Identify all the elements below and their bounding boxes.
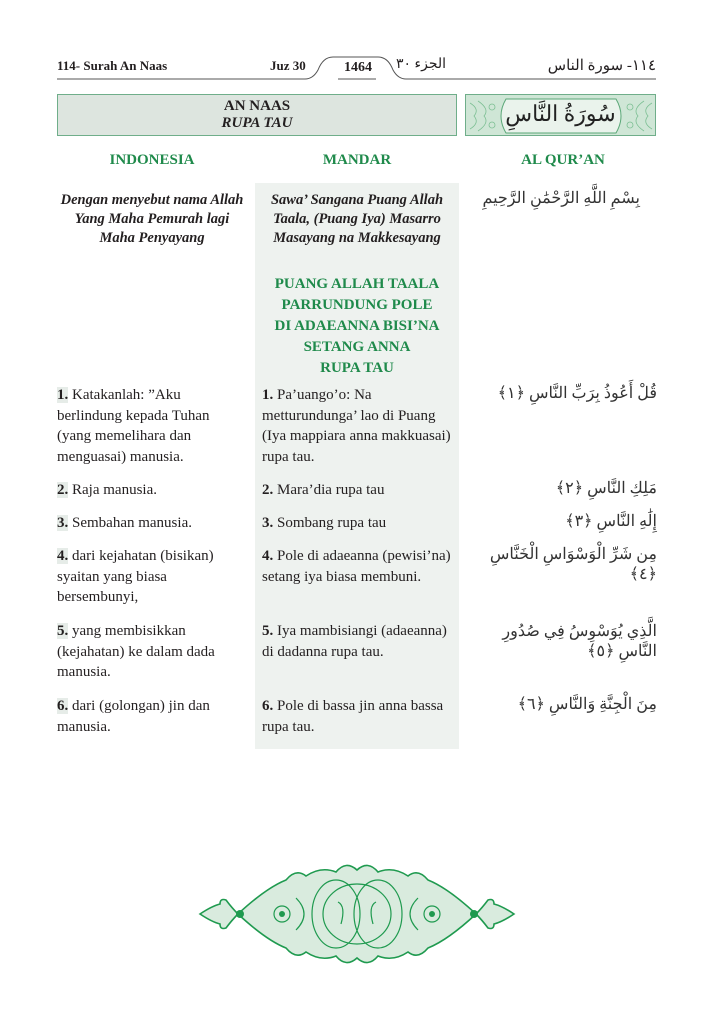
verse-indonesia — [57, 480, 247, 501]
verse-number: 4. — [262, 548, 274, 564]
verse-number: 2. — [262, 482, 274, 498]
surah-calligraphy-box — [465, 94, 656, 136]
verse-mandar — [262, 621, 457, 662]
verse-arabic: مِن شَرِّ الْوَسْوَاسِ الْخَنَّاسِ ﴿٤﴾ — [489, 546, 657, 583]
verse-number: 2. — [57, 482, 69, 498]
verse-arabic: مَلِكِ النَّاسِ ﴿٢﴾ — [555, 480, 657, 497]
verse-mandar — [262, 385, 457, 467]
arabesque-ornament-icon — [196, 858, 518, 970]
surah-title: AN NAAS — [223, 98, 291, 114]
verse-text: Pa’uango’o: Na metturundunga’ lao di Puang (Iya mappiara anna makkuasai) rupa tau. — [262, 387, 451, 465]
verse-number: 4. — [57, 548, 69, 564]
verse-text: Sombang rupa tau — [277, 515, 387, 531]
juz-arabic-label: الجزء ٣٠ — [396, 57, 447, 72]
verse-number: 1. — [57, 387, 69, 403]
verse-text: Mara’dia rupa tau — [277, 482, 385, 498]
verse-number: 3. — [262, 515, 274, 531]
bismillah: بِسْمِ اللَّهِ الرَّحْمَٰنِ الرَّحِيمِ — [482, 190, 640, 207]
verse-indonesia — [57, 696, 247, 737]
verse-mandar — [262, 480, 457, 501]
verse-number: 5. — [262, 623, 274, 639]
verse-indonesia — [57, 546, 247, 608]
mandar-heading — [255, 274, 459, 379]
surah-label: 114- Surah An Naas — [57, 58, 168, 73]
page-number: 1464 — [344, 60, 372, 75]
mandar-heading-line: SETANG ANNA — [303, 339, 411, 355]
verse-arabic: إِلَٰهِ النَّاسِ ﴿٣﴾ — [565, 513, 657, 530]
verse-text: Pole di bassa jin anna bassa rupa tau. — [262, 698, 444, 735]
intro-mandar: Sawa’ Sangana Puang Allah Taala, (Puang Iya) Masarro Masayang na Makkesayang — [270, 192, 444, 246]
verse-arabic: قُلْ أَعُوذُ بِرَبِّ النَّاسِ ﴿١﴾ — [497, 385, 657, 402]
mandar-heading-line: RUPA TAU — [320, 360, 394, 376]
verse-number: 5. — [57, 623, 69, 639]
verse-mandar — [262, 513, 457, 534]
mandar-heading-line: PARRUNDUNG POLE — [281, 297, 433, 313]
column-header-quran: AL QUR’AN — [521, 152, 605, 168]
verse-mandar — [262, 696, 457, 737]
mandar-heading-line: DI ADAEANNA BISI’NA — [274, 318, 440, 334]
surah-translation: RUPA TAU — [221, 115, 293, 131]
verse-indonesia — [57, 621, 247, 683]
verse-text: dari kejahatan (bisikan) syaitan yang biasa bersembunyi, — [57, 548, 214, 605]
verse-arabic: الَّذِي يُوَسْوِسُ فِي صُدُورِ النَّاسِ ﴿٥﴾ — [502, 623, 657, 660]
column-header-indonesia: INDONESIA — [109, 152, 195, 168]
verse-indonesia — [57, 513, 247, 534]
verse-text: Pole di adaeanna (pewisi’na) setang iya biasa membuni. — [262, 548, 451, 585]
verse-text: Katakanlah: ”Aku berlindung kepada Tuhan (yang memelihara dan menguasai) manusia. — [57, 387, 210, 465]
verse-number: 3. — [57, 515, 69, 531]
verse-arabic: مِنَ الْجِنَّةِ وَالنَّاسِ ﴿٦﴾ — [517, 696, 657, 713]
verse-mandar — [262, 546, 457, 587]
column-header-mandar: MANDAR — [322, 152, 392, 168]
verse-indonesia — [57, 385, 247, 467]
juz-label: Juz 30 — [270, 58, 306, 73]
verse-text: yang membisikkan (kejahatan) ke dalam dada manusia. — [57, 623, 215, 680]
mandar-heading-line: PUANG ALLAH TAALA — [274, 276, 440, 292]
verse-text: Iya mambisiangi (adaeanna) di dadanna rupa tau. — [262, 623, 447, 660]
intro-indonesia: Dengan menyebut nama Allah Yang Maha Pemurah lagi Maha Penyayang — [60, 192, 244, 246]
verse-number: 6. — [262, 698, 274, 714]
verse-text: Raja manusia. — [72, 482, 157, 498]
verse-number: 1. — [262, 387, 274, 403]
verse-number: 6. — [57, 698, 69, 714]
verse-text: Sembahan manusia. — [72, 515, 192, 531]
surah-arabic-label: ١١٤- سورة الناس — [547, 58, 656, 74]
surah-title-box — [57, 94, 457, 136]
surah-arabic-name: سُورَةُ النَّاسِ — [505, 101, 616, 126]
verse-text: dari (golongan) jin dan manusia. — [57, 698, 210, 735]
